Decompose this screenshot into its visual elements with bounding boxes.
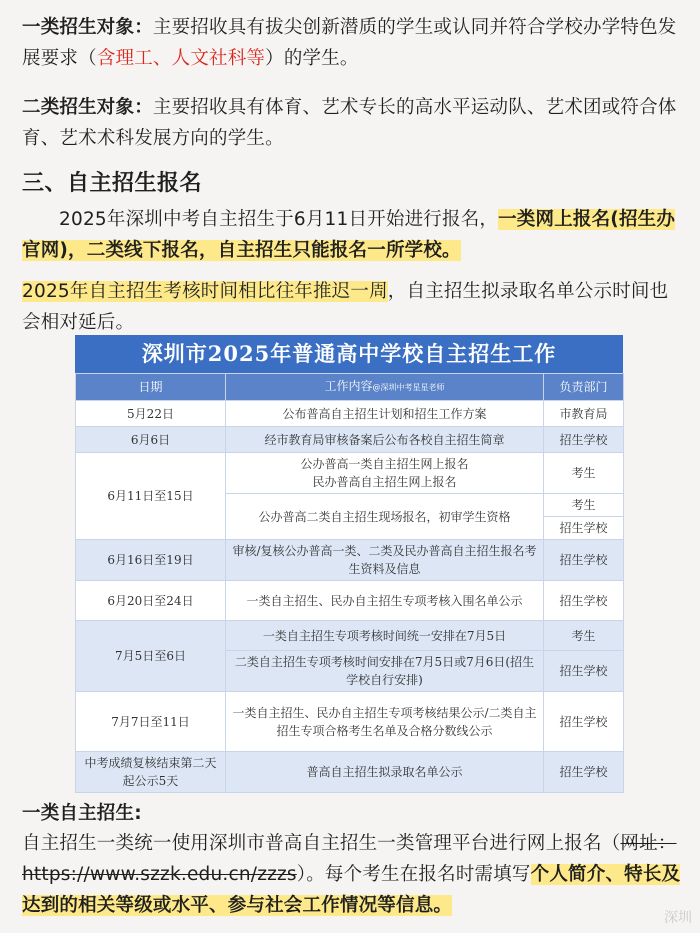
row-dept: 招生学校 <box>544 427 624 453</box>
row-content: 公布普高自主招生计划和招生工作方案 <box>226 401 544 427</box>
row-date: 中考成绩复核结束第二天起公示5天 <box>76 752 226 793</box>
header-date: 日期 <box>76 374 226 401</box>
online-text-b: ）。每个考生在报名时需填写 <box>296 864 531 885</box>
row-content: 审核/复核公办普高一类、二类及民办普高自主招生报名考生资料及信息 <box>226 540 544 581</box>
online-highlight: 个人简介、特长及达到的相关等级或水平、参与社会工作情况等信息。 <box>22 864 681 916</box>
website-url: 网址：https://www.szzk.edu.cn/zzzs <box>22 833 677 885</box>
delay-highlight: 2025年自主招生考核时间相比往年推迟一周 <box>22 281 388 302</box>
type2-text: 主要招收具有体育、艺术专长的高水平运动队、艺术团或符合体育、艺术术科发展方向的学生。 <box>22 97 677 149</box>
type1-text-a: 主要招收具有拔尖创新潜质的学生或认同并符合学校办学特色发展要求（ <box>22 17 677 69</box>
registration-text: 2025年深圳中考自主招生于6月11日开始进行报名， <box>59 209 499 230</box>
row-content: 一类自主招生、民办自主招生专项考核结果公示/二类自主招生专项合格考生名单及合格分数线公示 <box>226 692 544 752</box>
row-content: 一类自主招生专项考核时间统一安排在7月5日 <box>226 621 544 651</box>
type1-text-b: ）的学生。 <box>265 48 359 69</box>
row-date: 6月11日至15日 <box>76 453 226 540</box>
row-dept: 考生 <box>544 453 624 494</box>
row-dept: 招生学校 <box>544 581 624 621</box>
row-date: 5月22日 <box>76 401 226 427</box>
row-content: 一类自主招生、民办自主招生专项考核入围名单公示 <box>226 581 544 621</box>
delay-text: ，自主招生拟录取名单公示时间也会相对延后。 <box>22 281 669 333</box>
type1-red-text: 含理工、人文社科等 <box>96 48 266 69</box>
paragraph-type2-target <box>22 92 682 154</box>
row-dept: 招生学校 <box>544 517 624 540</box>
paragraph-delay <box>22 276 682 338</box>
header-dept: 负责部门 <box>544 374 624 401</box>
paragraph-registration <box>22 204 682 266</box>
row-dept: 招生学校 <box>544 692 624 752</box>
row-date: 7月7日至11日 <box>76 692 226 752</box>
paragraph-type1-target <box>22 12 682 74</box>
online-text-a: 自主招生一类统一使用深圳市普高自主招生一类管理平台进行网上报名（ <box>22 833 621 854</box>
row-date: 6月20日至24日 <box>76 581 226 621</box>
row-content: 二类自主招生专项考核时间安排在7月5日或7月6日(招生学校自行安排) <box>226 651 544 692</box>
row-date: 7月5日至6日 <box>76 621 226 692</box>
row-content: 公办普高二类自主招生现场报名，初审学生资格 <box>226 494 544 540</box>
row-content: 经市教育局审核备案后公布各校自主招生简章 <box>226 427 544 453</box>
type1-label: 一类招生对象： <box>22 17 153 38</box>
subsection-heading: 一类自主招生: <box>22 803 142 824</box>
row-dept: 招生学校 <box>544 540 624 581</box>
row-date: 6月6日 <box>76 427 226 453</box>
section-heading: 三、自主招生报名 <box>22 171 203 196</box>
row-dept: 考生 <box>544 621 624 651</box>
header-content: 工作内容@深圳中考星星老师 <box>226 374 544 401</box>
paragraph-online-registration <box>22 828 682 921</box>
row-dept: 招生学校 <box>544 651 624 692</box>
schedule-table <box>75 335 623 793</box>
row-date: 6月16日至19日 <box>76 540 226 581</box>
row-content: 普高自主招生拟录取名单公示 <box>226 752 544 793</box>
row-content: 公办普高一类自主招生网上报名 民办普高自主招生网上报名 <box>226 453 544 494</box>
header-note: @深圳中考星星老师 <box>372 383 445 392</box>
watermark-logo: 深圳 <box>664 910 692 926</box>
row-dept: 考生 <box>544 494 624 517</box>
type2-label: 二类招生对象： <box>22 97 153 118</box>
row-dept: 市教育局 <box>544 401 624 427</box>
row-dept: 招生学校 <box>544 752 624 793</box>
table-title: 深圳市2025年普通高中学校自主招生工作 <box>75 335 623 373</box>
registration-highlight: 一类网上报名(招生办官网)，二类线下报名，自主招生只能报名一所学校。 <box>22 209 676 261</box>
